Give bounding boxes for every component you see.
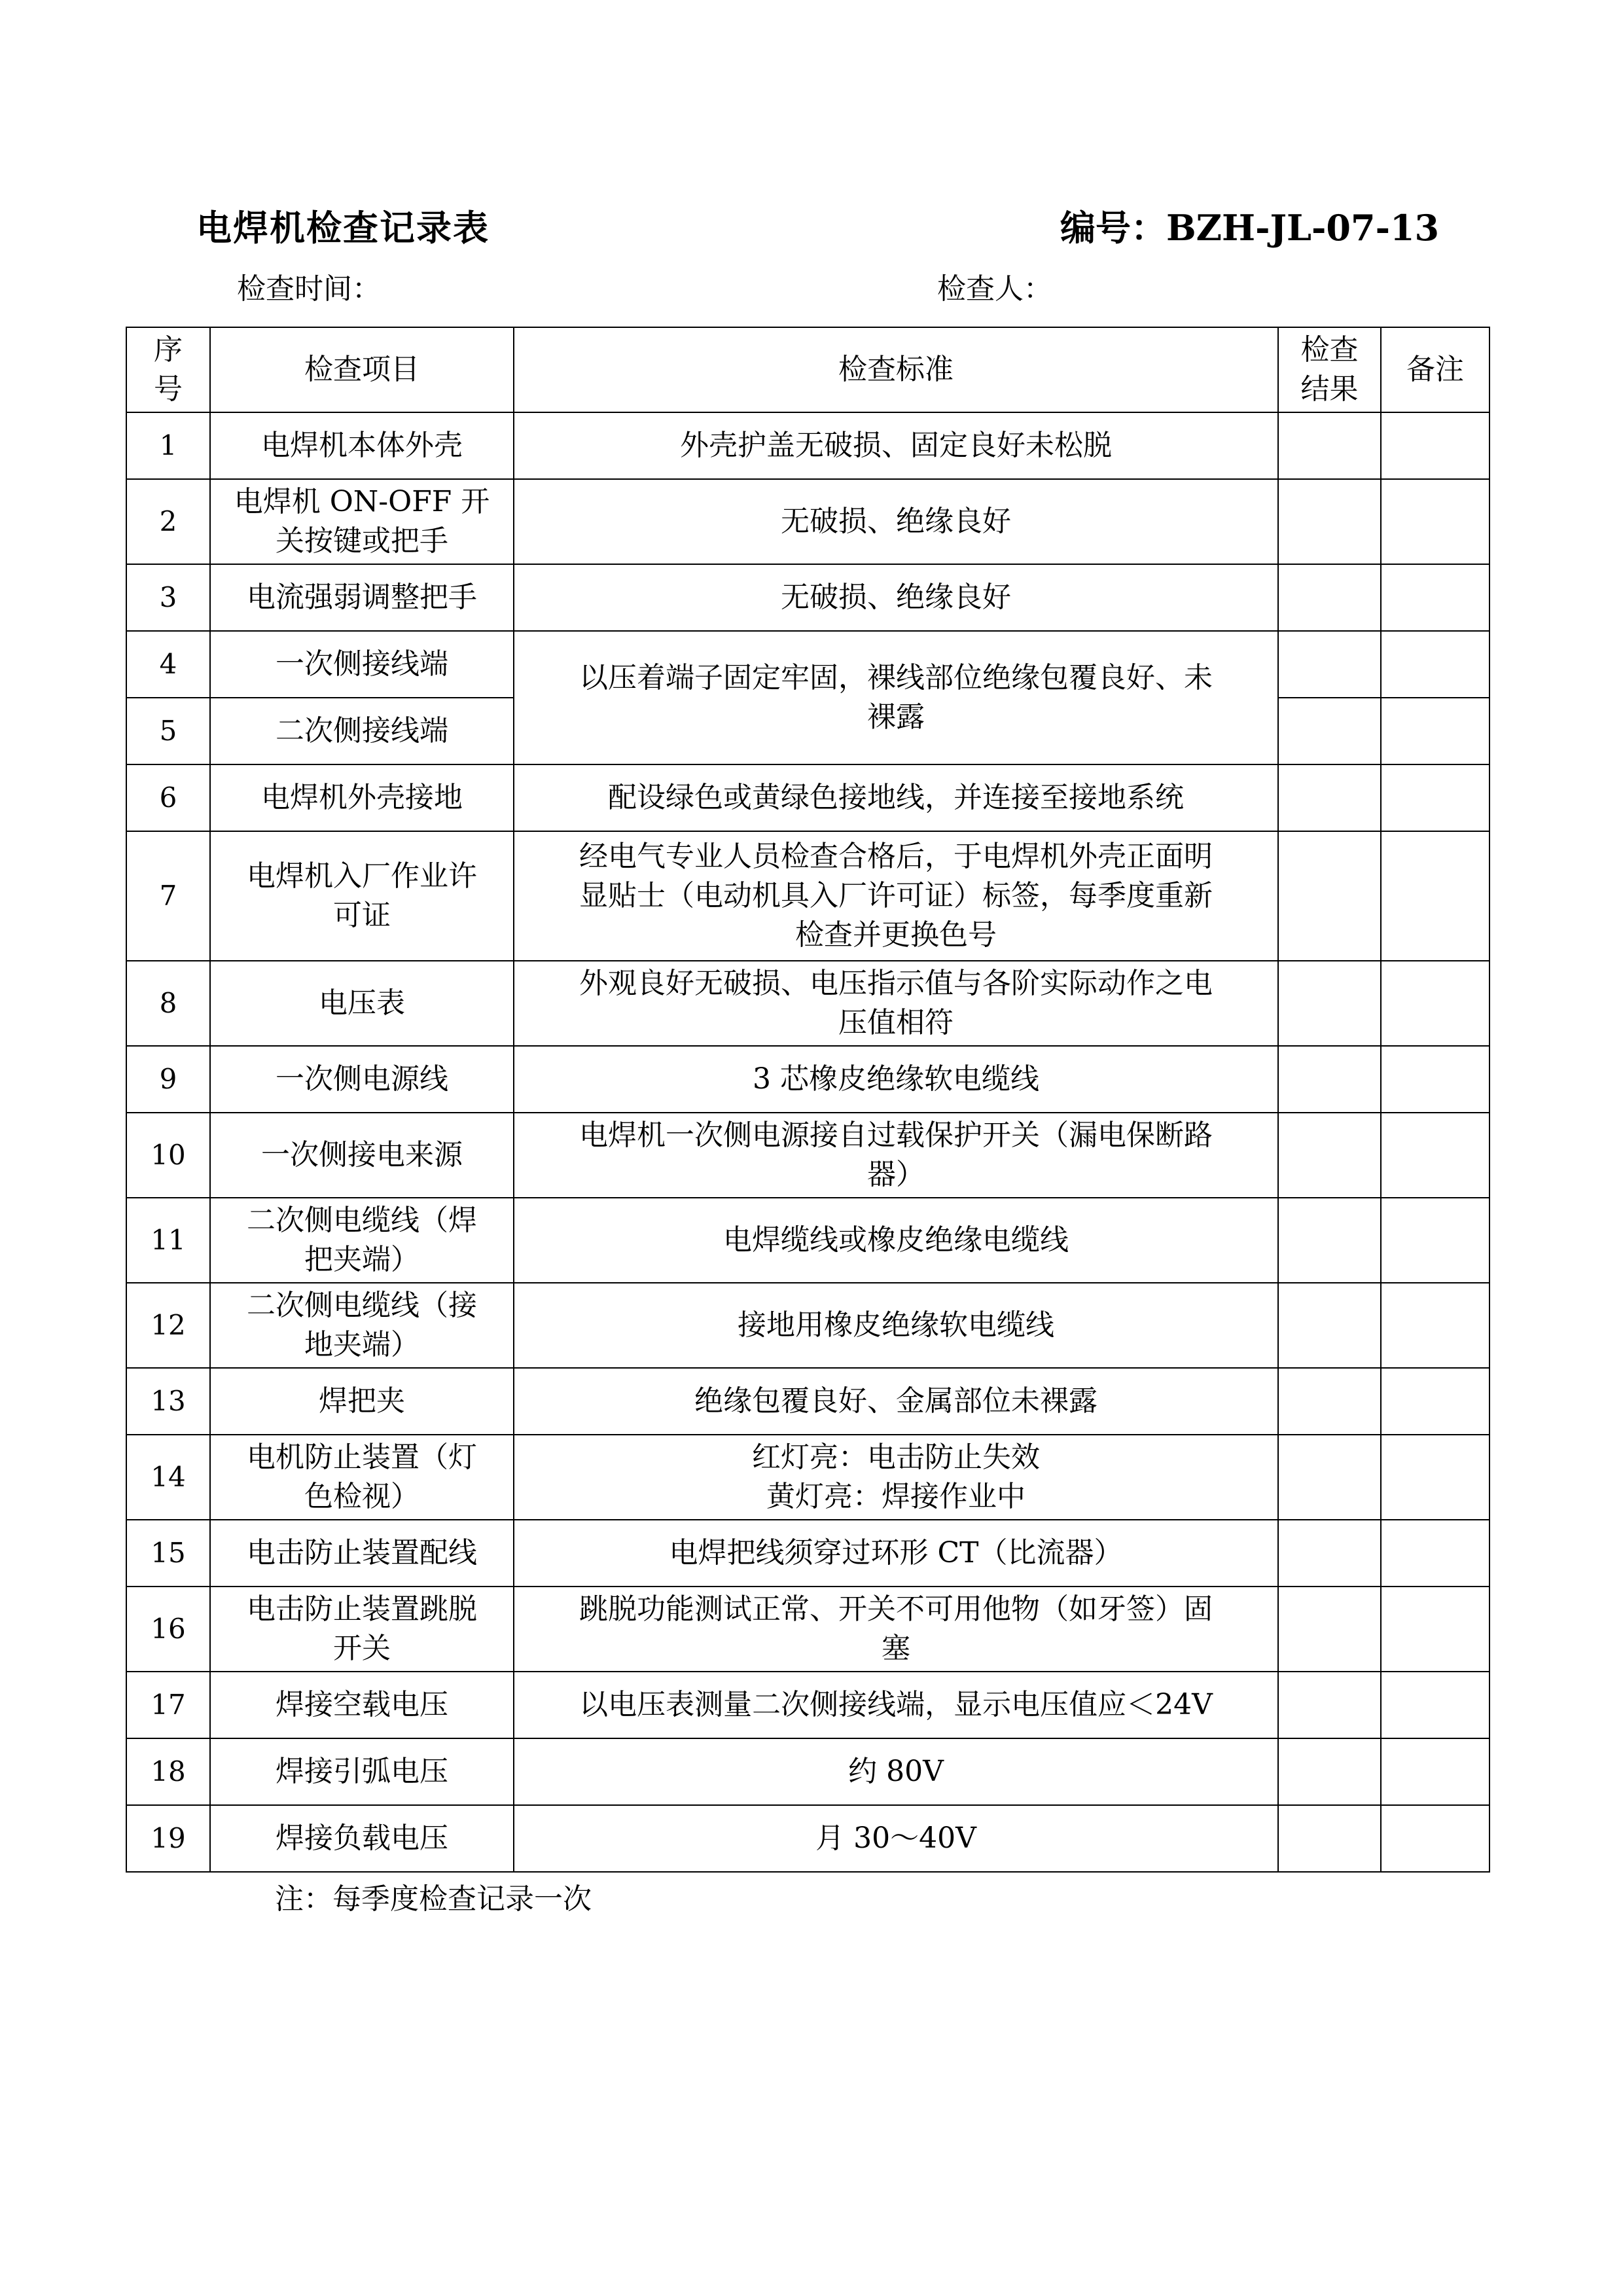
check-item: 一次侧接电来源	[210, 1113, 514, 1198]
table-body	[126, 412, 1489, 1872]
result-cell[interactable]	[1278, 631, 1381, 698]
form-code: 编号：BZH-JL-07-13	[1060, 207, 1440, 249]
check-standard: 绝缘包覆良好、金属部位未裸露	[514, 1368, 1278, 1435]
row-number: 3	[126, 564, 210, 631]
check-item: 电焊机 ON-OFF 开 关按键或把手	[210, 479, 514, 564]
remark-cell[interactable]	[1381, 1113, 1489, 1198]
table-header-row	[126, 327, 1489, 412]
row-number: 10	[126, 1113, 210, 1198]
result-cell[interactable]	[1278, 831, 1381, 961]
check-standard: 跳脱功能测试正常、开关不可用他物（如牙签）固 塞	[514, 1587, 1278, 1672]
table-row	[126, 831, 1489, 961]
row-number: 9	[126, 1046, 210, 1113]
check-item: 一次侧接线端	[210, 631, 514, 698]
check-item: 电机防止装置（灯 色检视）	[210, 1435, 514, 1520]
remark-cell[interactable]	[1381, 631, 1489, 698]
remark-cell[interactable]	[1381, 1435, 1489, 1520]
check-standard: 电焊把线须穿过环形 CT（比流器）	[514, 1520, 1278, 1587]
result-cell[interactable]	[1278, 1587, 1381, 1672]
inspection-time-label: 检查时间：	[237, 272, 381, 306]
check-standard: 经电气专业人员检查合格后，于电焊机外壳正面明 显贴士（电动机具入厂许可证）标签，每季度重新 检查并更换色号	[514, 831, 1278, 961]
row-number: 8	[126, 961, 210, 1046]
check-standard: 外观良好无破损、电压指示值与各阶实际动作之电 压值相符	[514, 961, 1278, 1046]
check-item: 电焊机入厂作业许 可证	[210, 831, 514, 961]
header-item: 检查项目	[210, 327, 514, 412]
table-row	[126, 412, 1489, 479]
row-number: 7	[126, 831, 210, 961]
remark-cell[interactable]	[1381, 1738, 1489, 1805]
row-number: 16	[126, 1587, 210, 1672]
row-number: 2	[126, 479, 210, 564]
check-item: 焊把夹	[210, 1368, 514, 1435]
result-cell[interactable]	[1278, 1198, 1381, 1283]
remark-cell[interactable]	[1381, 1520, 1489, 1587]
result-cell[interactable]	[1278, 1672, 1381, 1738]
table-row	[126, 479, 1489, 564]
remark-cell[interactable]	[1381, 764, 1489, 831]
remark-cell[interactable]	[1381, 564, 1489, 631]
row-number: 4	[126, 631, 210, 698]
table-row	[126, 1520, 1489, 1587]
check-standard: 约 80V	[514, 1738, 1278, 1805]
check-item: 焊接引弧电压	[210, 1738, 514, 1805]
result-cell[interactable]	[1278, 1113, 1381, 1198]
row-number: 17	[126, 1672, 210, 1738]
table-row	[126, 1368, 1489, 1435]
row-number: 12	[126, 1283, 210, 1368]
header-result: 检查 结果	[1278, 327, 1381, 412]
row-number: 14	[126, 1435, 210, 1520]
remark-cell[interactable]	[1381, 961, 1489, 1046]
row-number: 19	[126, 1805, 210, 1872]
result-cell[interactable]	[1278, 961, 1381, 1046]
row-number: 18	[126, 1738, 210, 1805]
check-item: 电焊机本体外壳	[210, 412, 514, 479]
check-standard: 3 芯橡皮绝缘软电缆线	[514, 1046, 1278, 1113]
result-cell[interactable]	[1278, 764, 1381, 831]
check-item: 二次侧接线端	[210, 698, 514, 764]
check-item: 电焊机外壳接地	[210, 764, 514, 831]
check-standard: 红灯亮：电击防止失效 黄灯亮：焊接作业中	[514, 1435, 1278, 1520]
remark-cell[interactable]	[1381, 1198, 1489, 1283]
result-cell[interactable]	[1278, 1283, 1381, 1368]
check-standard: 以压着端子固定牢固，裸线部位绝缘包覆良好、未 裸露	[514, 631, 1278, 764]
table-row	[126, 961, 1489, 1046]
header-standard: 检查标准	[514, 327, 1278, 412]
check-item: 焊接空载电压	[210, 1672, 514, 1738]
row-number: 5	[126, 698, 210, 764]
result-cell[interactable]	[1278, 1805, 1381, 1872]
inspection-table	[126, 327, 1490, 1873]
form-title: 电焊机检查记录表	[196, 207, 490, 249]
check-item: 二次侧电缆线（焊 把夹端）	[210, 1198, 514, 1283]
result-cell[interactable]	[1278, 564, 1381, 631]
table-row	[126, 564, 1489, 631]
table-row	[126, 1113, 1489, 1198]
result-cell[interactable]	[1278, 1520, 1381, 1587]
table-row	[126, 1198, 1489, 1283]
table-row	[126, 1435, 1489, 1520]
check-item: 焊接负载电压	[210, 1805, 514, 1872]
remark-cell[interactable]	[1381, 831, 1489, 961]
check-standard: 电焊缆线或橡皮绝缘电缆线	[514, 1198, 1278, 1283]
remark-cell[interactable]	[1381, 1805, 1489, 1872]
table-row	[126, 1283, 1489, 1368]
check-item: 电击防止装置配线	[210, 1520, 514, 1587]
header-remark: 备注	[1381, 327, 1489, 412]
remark-cell[interactable]	[1381, 698, 1489, 764]
check-standard: 配设绿色或黄绿色接地线，并连接至接地系统	[514, 764, 1278, 831]
row-number: 13	[126, 1368, 210, 1435]
remark-cell[interactable]	[1381, 1283, 1489, 1368]
table-row	[126, 1587, 1489, 1672]
remark-cell[interactable]	[1381, 1587, 1489, 1672]
result-cell[interactable]	[1278, 1368, 1381, 1435]
check-standard: 接地用橡皮绝缘软电缆线	[514, 1283, 1278, 1368]
header-no: 序 号	[126, 327, 210, 412]
result-cell[interactable]	[1278, 1738, 1381, 1805]
table-row	[126, 631, 1489, 698]
remark-cell[interactable]	[1381, 1672, 1489, 1738]
check-standard: 外壳护盖无破损、固定良好未松脱	[514, 412, 1278, 479]
row-number: 1	[126, 412, 210, 479]
result-cell[interactable]	[1278, 479, 1381, 564]
table-row	[126, 1046, 1489, 1113]
check-item: 电击防止装置跳脱 开关	[210, 1587, 514, 1672]
table-row	[126, 1805, 1489, 1872]
remark-cell[interactable]	[1381, 479, 1489, 564]
row-number: 11	[126, 1198, 210, 1283]
check-standard: 以电压表测量二次侧接线端，显示电压值应＜24V	[514, 1672, 1278, 1738]
check-standard: 无破损、绝缘良好	[514, 564, 1278, 631]
result-cell[interactable]	[1278, 1046, 1381, 1113]
check-standard: 无破损、绝缘良好	[514, 479, 1278, 564]
check-item: 二次侧电缆线（接 地夹端）	[210, 1283, 514, 1368]
row-number: 15	[126, 1520, 210, 1587]
result-cell[interactable]	[1278, 1435, 1381, 1520]
check-item: 电压表	[210, 961, 514, 1046]
inspector-label: 检查人：	[937, 272, 1052, 306]
check-standard: 月 30～40V	[514, 1805, 1278, 1872]
remark-cell[interactable]	[1381, 1046, 1489, 1113]
footnote: 注：每季度检查记录一次	[275, 1882, 592, 1916]
remark-cell[interactable]	[1381, 1368, 1489, 1435]
table-row	[126, 1672, 1489, 1738]
check-standard: 电焊机一次侧电源接自过载保护开关（漏电保断路 器）	[514, 1113, 1278, 1198]
remark-cell[interactable]	[1381, 412, 1489, 479]
result-cell[interactable]	[1278, 412, 1381, 479]
table-row	[126, 764, 1489, 831]
check-item: 电流强弱调整把手	[210, 564, 514, 631]
row-number: 6	[126, 764, 210, 831]
check-item: 一次侧电源线	[210, 1046, 514, 1113]
result-cell[interactable]	[1278, 698, 1381, 764]
table-row	[126, 1738, 1489, 1805]
